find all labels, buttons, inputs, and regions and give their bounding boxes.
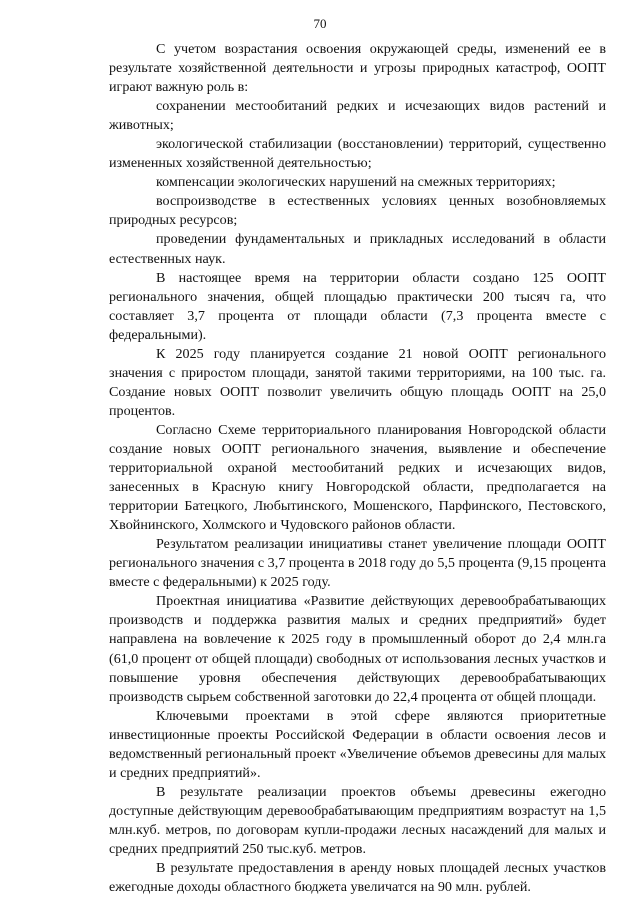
list-item: сохранении местообитаний редких и исчезающих видов растений и животных; bbox=[109, 98, 606, 134]
paragraph: Результатом реализации инициативы станет увеличение площади ООПТ регионального значения с 3,7 процента в 2018 году до 5,5 процента (9,15 процента вместе с федеральными) к 2025 году. bbox=[109, 536, 606, 591]
list-item: воспроизводстве в естественных условиях ценных возобновляемых природных ресурсов; bbox=[109, 193, 606, 229]
list-item: проведении фундаментальных и прикладных исследований в области естественных наук. bbox=[109, 231, 606, 267]
paragraph: К 2025 году планируется создание 21 новой ООПТ регионального значения с приростом площади, занятой такими территориями, на 100 тыс. га. Создание новых ООПТ позволит увеличить общую площадь ООПТ на 25,0 процентов. bbox=[109, 345, 606, 419]
paragraph: В настоящее время на территории области создано 125 ООПТ регионального значения, общей площадью практически 200 тысяч га, что составляет 3,7 процента от площади области (7,3 процента вместе с федеральными). bbox=[109, 269, 606, 343]
paragraph: Проектная инициатива «Развитие действующих деревообрабатывающих производств и поддержка развития малых и средних предприятий» будет направлена на вовлечение к 2025 году в промышленный оборот до 2,4 млн.га (61,0 процент от общей площади) свободных от использования лесных участков и повышение уровня обеспечения действующих деревообрабатывающих производств сырьем собственной заготовки до 22,4 процента от общей площади. bbox=[109, 593, 606, 705]
list-item: компенсации экологических нарушений на смежных территориях; bbox=[156, 174, 556, 191]
paragraph: В результате предоставления в аренду новых площадей лесных участков ежегодные доходы областного бюджета увеличатся на 90 млн. рублей. bbox=[109, 860, 606, 896]
paragraph: Согласно Схеме территориального планирования Новгородской области создание новых ООПТ регионального значения, выявление и обеспечение территориальной охраной местообитаний редких и исчезающих видов, занесенных в Красную книгу Новгородской области, предполагается на территории Батецкого, Любытинского, Мошенского, Парфинского, Пестовского, Хвойнинского, Холмского и Чудовского районов области. bbox=[109, 421, 606, 534]
list-item: экологической стабилизации (восстановлении) территорий, существенно измененных хозяйственной деятельностью; bbox=[109, 136, 606, 172]
paragraph: С учетом возрастания освоения окружающей среды, изменений ее в результате хозяйственной деятельности и угрозы природных катастроф, ООПТ играют важную роль в: bbox=[109, 41, 606, 96]
document-body bbox=[109, 40, 606, 897]
page-number: 70 bbox=[313, 16, 327, 31]
paragraph: Ключевыми проектами в этой сфере являются приоритетные инвестиционные проекты Российской Федерации в области освоения лесов и ведомственный региональный проект «Увеличение объемов древесины для малых и средних предприятий». bbox=[109, 707, 606, 781]
paragraph: В результате реализации проектов объемы древесины ежегодно доступные действующим деревообрабатывающим предприятиям возрастут на 1,5 млн.куб. метров, по договорам купли-продажи лесных насаждений для малых и средних предприятий 250 тыс.куб. метров. bbox=[109, 783, 606, 857]
